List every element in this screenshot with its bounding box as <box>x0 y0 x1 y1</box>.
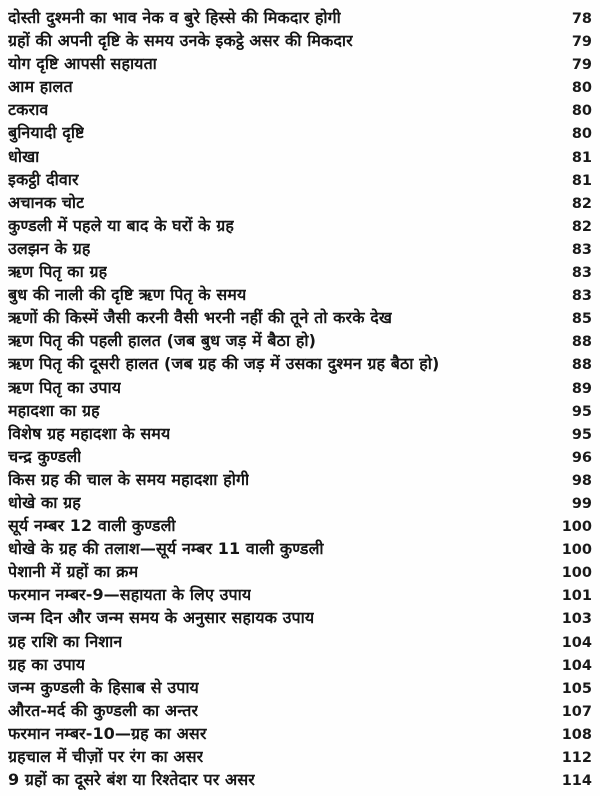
toc-entry-page: 80 <box>571 126 592 143</box>
toc-entry-page: 83 <box>571 265 592 282</box>
toc-entry-page: 98 <box>571 472 592 489</box>
toc-row <box>8 191 592 214</box>
toc-entry-page: 101 <box>561 588 592 605</box>
toc-entry-title: टकराव <box>8 100 49 120</box>
toc-entry-page: 103 <box>561 611 592 628</box>
toc-row <box>8 376 592 399</box>
toc-entry-page: 78 <box>571 11 592 27</box>
toc-entry-title: फरमान नम्बर-9—सहायता के लिए उपाय <box>8 585 252 605</box>
toc-entry-title: फरमान नम्बर-10—ग्रह का असर <box>8 723 207 743</box>
toc-row <box>8 260 592 283</box>
toc-entry-title: धोखे का ग्रह <box>8 492 81 512</box>
toc-entry-title: विशेष ग्रह महादशा के समय <box>8 423 171 443</box>
toc-row <box>8 491 592 514</box>
toc-entry-page: 81 <box>571 172 592 189</box>
toc-list <box>8 6 592 791</box>
toc-entry-page: 79 <box>571 57 592 74</box>
toc-entry-title: इकट्ठी दीवार <box>8 169 79 189</box>
toc-row <box>8 329 592 352</box>
toc-entry-page: 114 <box>561 773 592 790</box>
toc-entry-title: आम हालत <box>8 77 73 97</box>
toc-entry-title: जन्म कुण्डली के हिसाब से उपाय <box>8 677 199 697</box>
toc-entry-title: सूर्य नम्बर 12 वाली कुण्डली <box>8 516 176 536</box>
toc-entry-page: 88 <box>571 334 592 351</box>
toc-entry-page: 104 <box>561 634 592 651</box>
toc-entry-title: ऋण पितृ का उपाय <box>8 377 122 397</box>
toc-entry-page: 80 <box>571 80 592 97</box>
toc-entry-title: औरत-मर्द की कुण्डली का अन्तर <box>8 700 199 720</box>
toc-entry-page: 85 <box>571 311 592 328</box>
toc-row <box>8 306 592 329</box>
toc-entry-page: 95 <box>571 403 592 420</box>
toc-row <box>8 630 592 653</box>
toc-entry-title: दोस्ती दुश्मनी का भाव नेक व बुरे हिस्से की मिकदार होगी <box>8 8 341 27</box>
toc-row <box>8 283 592 306</box>
toc-entry-page: 104 <box>561 657 592 674</box>
toc-entry-title: ग्रहचाल में चीज़ों पर रंग का असर <box>8 747 204 766</box>
toc-row <box>8 699 592 722</box>
toc-row <box>8 583 592 606</box>
toc-entry-page: 88 <box>571 357 592 374</box>
toc-entry-title: ऋण पितृ का ग्रह <box>8 262 108 282</box>
toc-row <box>8 237 592 260</box>
toc-row <box>8 52 592 75</box>
toc-entry-title: ऋण पितृ की दूसरी हालत (जब ग्रह की जड़ में उसका दुश्मन ग्रह बैठा हो) <box>8 354 440 374</box>
toc-row <box>8 468 592 491</box>
toc-entry-title: किस ग्रह की चाल के समय महादशा होगी <box>8 469 250 489</box>
toc-row <box>8 768 592 791</box>
toc-entry-page: 96 <box>571 449 592 466</box>
toc-row <box>8 445 592 468</box>
toc-entry-page: 89 <box>571 380 592 397</box>
toc-entry-page: 99 <box>571 495 592 512</box>
toc-entry-title: उलझन के ग्रह <box>8 238 91 258</box>
toc-entry-title: महादशा का ग्रह <box>8 400 100 420</box>
toc-row <box>8 537 592 560</box>
toc-row <box>8 514 592 537</box>
toc-entry-page: 108 <box>561 726 592 743</box>
toc-row <box>8 98 592 121</box>
toc-row <box>8 75 592 98</box>
toc-entry-title: ग्रहों की अपनी दृष्टि के समय उनके इकट्ठे असर की मिकदार <box>8 31 353 51</box>
toc-entry-title: बुध की नाली की दृष्टि ऋण पितृ के समय <box>8 285 247 305</box>
toc-entry-title: योग दृष्टि आपसी सहायता <box>8 54 157 74</box>
toc-entry-title: पेशानी में ग्रहों का क्रम <box>8 562 139 582</box>
toc-entry-title: ग्रह का उपाय <box>8 654 86 674</box>
toc-row <box>8 399 592 422</box>
toc-row <box>8 6 592 29</box>
toc-row <box>8 676 592 699</box>
toc-entry-page: 100 <box>561 542 592 559</box>
toc-entry-title: धोखा <box>8 146 40 166</box>
toc-entry-title: 9 ग्रहों का दूसरे बंश या रिश्तेदार पर असर <box>8 770 255 790</box>
toc-entry-title: कुण्डली में पहले या बाद के घरों के ग्रह <box>8 215 234 235</box>
toc-row <box>8 145 592 168</box>
toc-row <box>8 422 592 445</box>
toc-row <box>8 560 592 583</box>
toc-entry-page: 112 <box>561 750 592 766</box>
toc-row <box>8 745 592 768</box>
toc-entry-title: ऋणों की किस्में जैसी करनी वैसी भरनी नहीं की तूने तो करके देख <box>8 308 393 328</box>
toc-entry-title: चन्द्र कुण्डली <box>8 446 82 466</box>
toc-row <box>8 29 592 52</box>
toc-entry-page: 83 <box>571 241 592 258</box>
toc-entry-title: धोखे के ग्रह की तलाश—सूर्य नम्बर 11 वाली कुण्डली <box>8 539 324 559</box>
toc-entry-page: 95 <box>571 426 592 443</box>
toc-row <box>8 722 592 745</box>
toc-entry-page: 107 <box>561 703 592 720</box>
toc-entry-page: 100 <box>561 519 592 536</box>
toc-row <box>8 653 592 676</box>
toc-row <box>8 168 592 191</box>
toc-entry-title: ग्रह राशि का निशान <box>8 631 123 651</box>
toc-row <box>8 121 592 144</box>
toc-row <box>8 214 592 237</box>
toc-entry-page: 79 <box>571 34 592 51</box>
toc-entry-page: 81 <box>571 149 592 166</box>
toc-entry-title: बुनियादी दृष्टि <box>8 123 85 143</box>
toc-entry-page: 82 <box>571 195 592 212</box>
toc-entry-page: 80 <box>571 103 592 120</box>
toc-entry-title: ऋण पितृ की पहली हालत (जब बुध जड़ में बैठा हो) <box>8 331 317 351</box>
toc-entry-title: जन्म दिन और जन्म समय के अनुसार सहायक उपाय <box>8 608 315 628</box>
toc-entry-page: 82 <box>571 218 592 235</box>
toc-row <box>8 352 592 375</box>
toc-entry-page: 83 <box>571 288 592 305</box>
toc-entry-page: 100 <box>561 565 592 582</box>
toc-entry-page: 105 <box>561 680 592 697</box>
toc-entry-title: अचानक चोट <box>8 192 85 212</box>
toc-row <box>8 606 592 629</box>
